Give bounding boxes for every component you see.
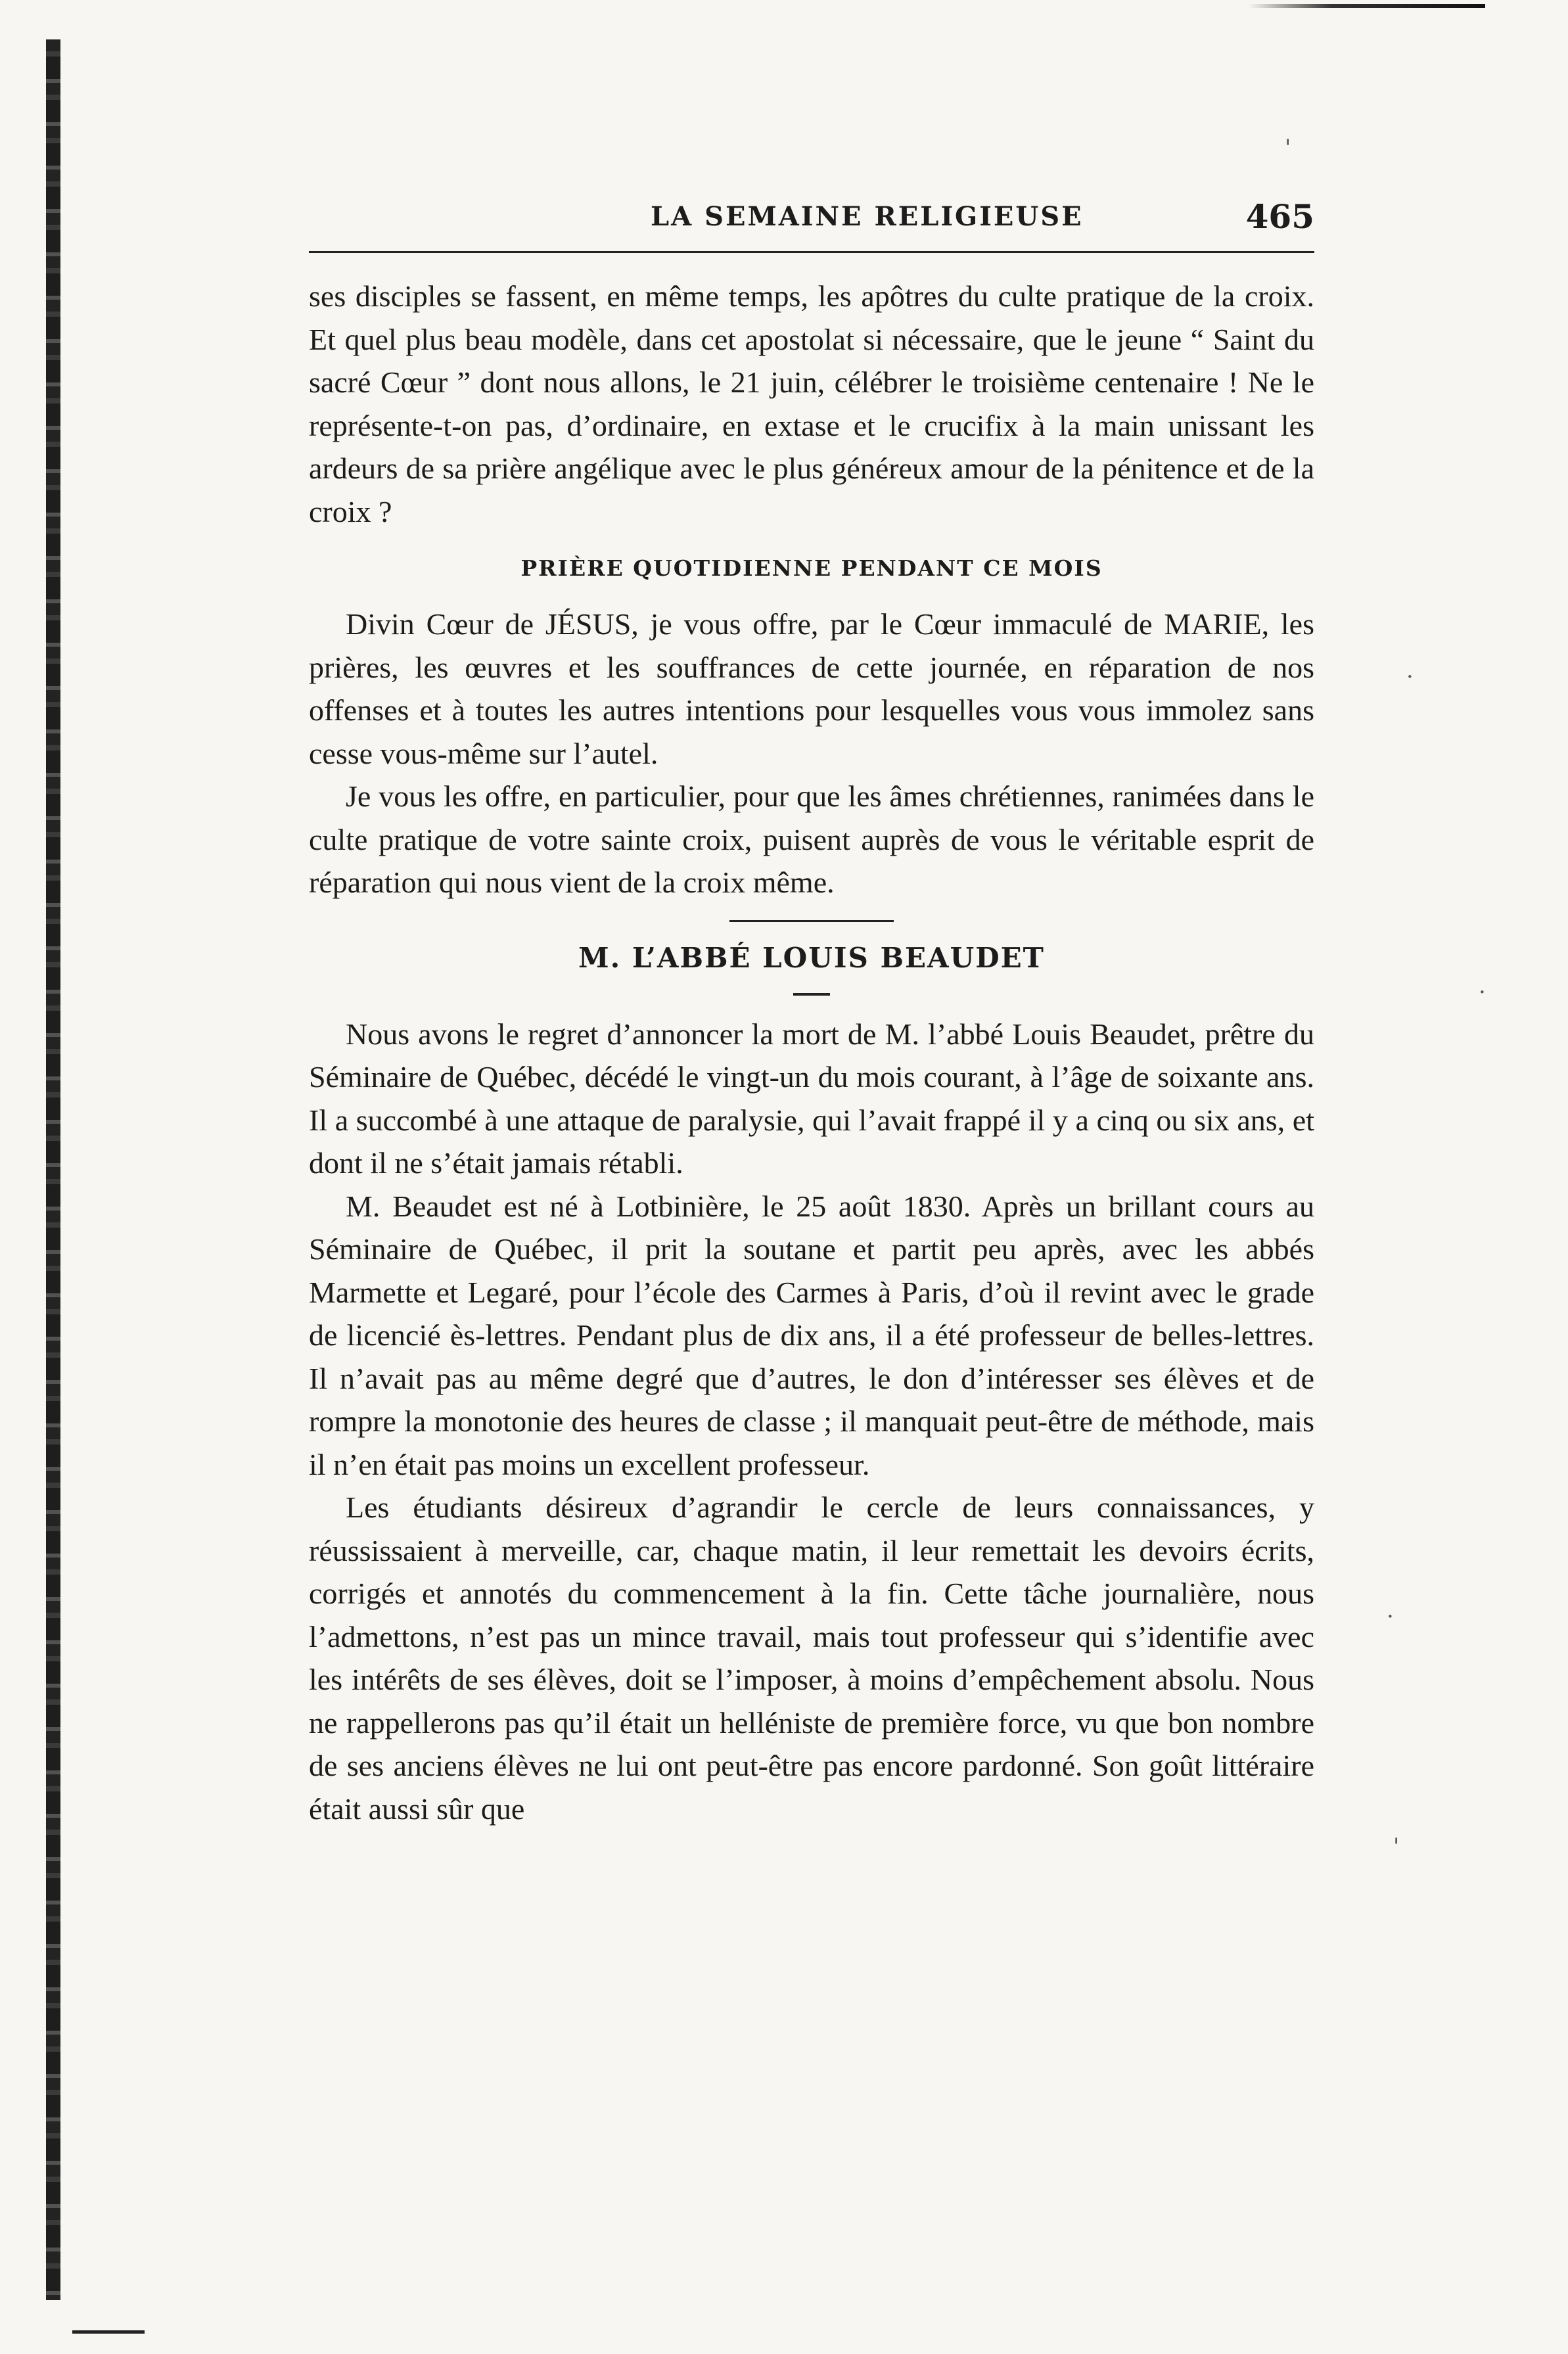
prayer-heading: PRIÈRE QUOTIDIENNE PENDANT CE MOIS	[520, 555, 1103, 581]
title-dash	[793, 993, 830, 996]
prayer-paragraph: Je vous les offre, en particulier, pour que les âmes chrétiennes, ranimées dans le culte pratique de votre sainte croix, puisent auprès de vous le véritable esprit de réparation qui nous vient de la croix même.	[309, 779, 1314, 899]
prayer-paragraph: Divin Cœur de JÉSUS, je vous offre, par le Cœur immaculé de MARIE, les prières, les œuvres et les souffrances de cette journée, en réparation de nos offenses et à toutes les autres intentions pour lesquelles vous vous immolez sans cesse vous-même sur l’autel.	[309, 607, 1314, 770]
intro-paragraph: ses disciples se fassent, en même temps, les apôtres du culte pratique de la croix. Et quel plus beau modèle, dans cet apostolat si nécessaire, que le jeune “ Saint du sacré Cœur ” dont nous allons, le 21 juin, célébrer le troisième centenaire ! Ne le représente-t-on pas, d’ordinaire, en extase et le crucifix à la main unissant les ardeurs de sa prière angélique avec le plus généreux amour de la pénitence et de la croix ?	[309, 279, 1314, 528]
obituary-title: M. L’ABBÉ LOUIS BEAUDET	[578, 941, 1045, 974]
page-number: 465	[1245, 197, 1314, 236]
margin-speck: ·	[1406, 664, 1414, 690]
margin-speck: ·	[1479, 979, 1486, 1005]
section-divider	[729, 920, 894, 922]
obituary-paragraph: Nous avons le regret d’annoncer la mort de M. l’abbé Louis Beaudet, prêtre du Séminaire de Québec, décédé le vingt-un du mois courant, à l’âge de soixante ans. Il a succombé à une attaque de paralysie, qui l’avait frappé il y a cinq ou six ans, et dont il ne s’était jamais rétabli.	[309, 1017, 1314, 1180]
page-binding-edge	[46, 39, 60, 2300]
page-header	[309, 197, 1314, 256]
corner-scan-mark	[1249, 4, 1485, 8]
margin-speck: ·	[1387, 1604, 1394, 1630]
margin-speck: '	[1393, 1834, 1400, 1860]
running-title: LA SEMAINE RELIGIEUSE	[651, 201, 1084, 232]
margin-speck: '	[1285, 135, 1291, 161]
text-column	[309, 275, 1314, 1830]
obituary-paragraph: Les étudiants désireux d’agrandir le cercle de leurs connaissances, y réussissaient à merveille, car, chaque matin, il leur remettait les devoirs écrits, corrigés et annotés du commencement à la fin. Cette tâche journalière, nous l’admettons, n’est pas un mince travail, mais tout professeur qui s’identifie avec les intérêts de ses élèves, doit se l’imposer, à moins d’empêchement absolu. Nous ne rappellerons pas qu’il était un helléniste de première force, vu que bon nombre de ses anciens élèves ne lui ont peut-être pas encore pardonné. Son goût littéraire était aussi sûr que	[309, 1490, 1314, 1826]
binding-bottom-mark	[72, 2330, 145, 2334]
obituary-paragraph: M. Beaudet est né à Lotbinière, le 25 août 1830. Après un brillant cours au Séminaire de Québec, il prit la soutane et partit peu après, avec les abbés Marmette et Legaré, pour l’école des Carmes à Paris, d’où il revint avec le grade de licencié ès-lettres. Pendant plus de dix ans, il a été professeur de belles-lettres. Il n’avait pas au même degré que d’autres, le don d’intéresser ses élèves et de rompre la monotonie des heures de classe ; il manquait peut-être de méthode, mais il n’en était pas moins un excellent professeur.	[309, 1189, 1314, 1481]
header-rule	[309, 251, 1314, 253]
